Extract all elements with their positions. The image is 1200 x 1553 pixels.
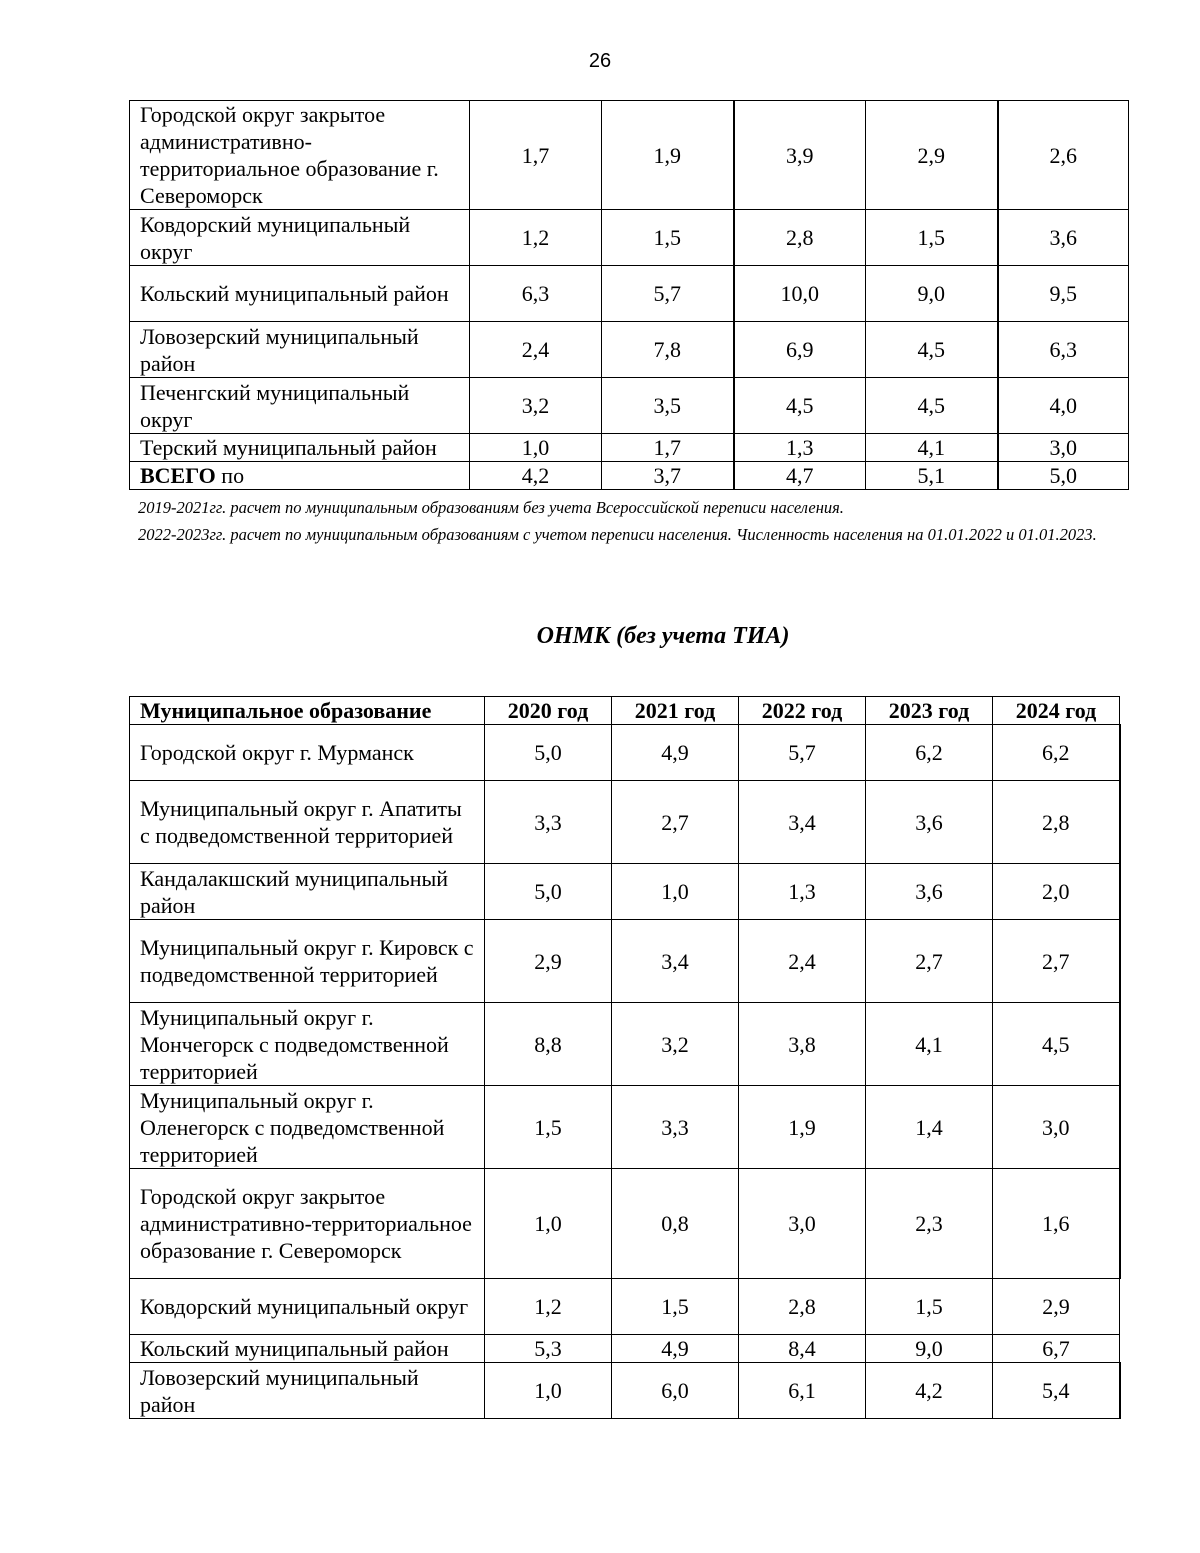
municipality-name: Муниципальный округ г. Мончегорск с подведомственной территорией bbox=[130, 1003, 485, 1086]
value-cell: 4,9 bbox=[612, 725, 739, 781]
section-title: ОНМК (без учета ТИА) bbox=[536, 623, 790, 649]
total-value-cell: 4,2 bbox=[470, 462, 602, 490]
value-cell: 1,3 bbox=[734, 434, 866, 462]
value-cell: 4,5 bbox=[866, 378, 998, 434]
table-row bbox=[130, 920, 1120, 1003]
value-cell: 9,0 bbox=[866, 266, 998, 322]
value-cell: 2,8 bbox=[734, 210, 866, 266]
table-row bbox=[130, 725, 1120, 781]
value-cell: 4,5 bbox=[993, 1003, 1120, 1086]
value-cell: 2,7 bbox=[866, 920, 993, 1003]
value-cell: 5,7 bbox=[602, 266, 734, 322]
value-cell: 2,7 bbox=[993, 920, 1120, 1003]
value-cell: 5,3 bbox=[485, 1335, 612, 1363]
value-cell: 5,0 bbox=[485, 725, 612, 781]
total-value-cell: 5,0 bbox=[998, 462, 1129, 490]
value-cell: 4,1 bbox=[866, 434, 998, 462]
table-row bbox=[130, 378, 1129, 434]
table-footnotes bbox=[138, 494, 1115, 548]
value-cell: 2,9 bbox=[866, 101, 998, 210]
value-cell: 4,5 bbox=[866, 322, 998, 378]
value-cell: 1,0 bbox=[612, 864, 739, 920]
total-row bbox=[130, 462, 1129, 490]
municipality-name: Муниципальный округ г. Апатиты с подведомственной территорией bbox=[130, 781, 485, 864]
table-row bbox=[130, 101, 1129, 210]
column-header-municipality: Муниципальное образование bbox=[130, 697, 485, 725]
value-cell: 1,2 bbox=[485, 1279, 612, 1335]
value-cell: 2,8 bbox=[739, 1279, 866, 1335]
value-cell: 5,4 bbox=[993, 1363, 1120, 1419]
value-cell: 1,4 bbox=[866, 1086, 993, 1169]
value-cell: 0,8 bbox=[612, 1169, 739, 1279]
value-cell: 1,7 bbox=[470, 101, 602, 210]
table-row bbox=[130, 434, 1129, 462]
value-cell: 1,3 bbox=[739, 864, 866, 920]
value-cell: 3,2 bbox=[470, 378, 602, 434]
value-cell: 4,5 bbox=[734, 378, 866, 434]
table-header-row bbox=[130, 697, 1120, 725]
table-row bbox=[130, 1003, 1120, 1086]
municipality-name: Ловозерский муниципальный район bbox=[130, 322, 470, 378]
total-label-bold: ВСЕГО bbox=[140, 463, 216, 488]
value-cell: 1,5 bbox=[866, 210, 998, 266]
value-cell: 1,9 bbox=[739, 1086, 866, 1169]
table-row bbox=[130, 1363, 1120, 1419]
municipality-name: Городской округ г. Мурманск bbox=[130, 725, 485, 781]
value-cell: 1,5 bbox=[866, 1279, 993, 1335]
total-value-cell: 5,1 bbox=[866, 462, 998, 490]
value-cell: 2,0 bbox=[993, 864, 1120, 920]
value-cell: 7,8 bbox=[602, 322, 734, 378]
table-row bbox=[130, 864, 1120, 920]
value-cell: 1,6 bbox=[993, 1169, 1120, 1279]
value-cell: 3,5 bbox=[602, 378, 734, 434]
value-cell: 6,0 bbox=[612, 1363, 739, 1419]
footnote-line: 2019-2021гг. расчет по муниципальным образованиям без учета Всероссийской переписи населения. bbox=[138, 498, 844, 517]
column-header-year: 2020 год bbox=[485, 697, 612, 725]
table-row bbox=[130, 322, 1129, 378]
table-continued bbox=[129, 100, 1129, 490]
value-cell: 1,2 bbox=[470, 210, 602, 266]
value-cell: 1,0 bbox=[485, 1169, 612, 1279]
value-cell: 6,9 bbox=[734, 322, 866, 378]
value-cell: 3,0 bbox=[739, 1169, 866, 1279]
value-cell: 3,6 bbox=[998, 210, 1129, 266]
municipality-name: Терский муниципальный район bbox=[130, 434, 470, 462]
value-cell: 6,1 bbox=[739, 1363, 866, 1419]
value-cell: 2,8 bbox=[993, 781, 1120, 864]
value-cell: 2,4 bbox=[470, 322, 602, 378]
total-label bbox=[130, 462, 470, 490]
value-cell: 2,4 bbox=[739, 920, 866, 1003]
column-header-year: 2022 год bbox=[739, 697, 866, 725]
table-row bbox=[130, 781, 1120, 864]
value-cell: 3,2 bbox=[612, 1003, 739, 1086]
value-cell: 2,3 bbox=[866, 1169, 993, 1279]
municipality-name: Кандалакшский муниципальный район bbox=[130, 864, 485, 920]
value-cell: 2,9 bbox=[993, 1279, 1120, 1335]
table-row bbox=[130, 1086, 1120, 1169]
value-cell: 1,5 bbox=[602, 210, 734, 266]
table-row bbox=[130, 1279, 1120, 1335]
total-value-cell: 4,7 bbox=[734, 462, 866, 490]
value-cell: 4,2 bbox=[866, 1363, 993, 1419]
value-cell: 4,9 bbox=[612, 1335, 739, 1363]
total-value-cell: 3,7 bbox=[602, 462, 734, 490]
value-cell: 5,7 bbox=[739, 725, 866, 781]
value-cell: 1,7 bbox=[602, 434, 734, 462]
value-cell: 6,7 bbox=[993, 1335, 1120, 1363]
value-cell: 2,6 bbox=[998, 101, 1129, 210]
value-cell: 6,2 bbox=[866, 725, 993, 781]
municipality-name: Муниципальный округ г. Кировск с подведомственной территорией bbox=[130, 920, 485, 1003]
value-cell: 4,1 bbox=[866, 1003, 993, 1086]
onmk-table bbox=[129, 696, 1121, 1419]
table-row bbox=[130, 210, 1129, 266]
value-cell: 6,3 bbox=[998, 322, 1129, 378]
value-cell: 1,0 bbox=[470, 434, 602, 462]
value-cell: 3,3 bbox=[612, 1086, 739, 1169]
municipality-name: Ловозерский муниципальный район bbox=[130, 1363, 485, 1419]
value-cell: 8,4 bbox=[739, 1335, 866, 1363]
value-cell: 3,0 bbox=[993, 1086, 1120, 1169]
municipality-name: Печенгский муниципальный округ bbox=[130, 378, 470, 434]
table-row bbox=[130, 266, 1129, 322]
value-cell: 3,0 bbox=[998, 434, 1129, 462]
municipality-name: Ковдорский муниципальный округ bbox=[130, 1279, 485, 1335]
value-cell: 3,8 bbox=[739, 1003, 866, 1086]
municipality-name: Городской округ закрытое административно-территориальное образование г. Североморск bbox=[130, 1169, 485, 1279]
value-cell: 3,4 bbox=[612, 920, 739, 1003]
total-label-rest: по bbox=[215, 463, 245, 488]
value-cell: 9,5 bbox=[998, 266, 1129, 322]
value-cell: 5,0 bbox=[485, 864, 612, 920]
footnote-line: 2022-2023гг. расчет по муниципальным образованиям с учетом переписи населения. Численность населения на 01.01.2022 и 01.01.2023. bbox=[138, 525, 1097, 544]
column-header-year: 2024 год bbox=[993, 697, 1120, 725]
value-cell: 9,0 bbox=[866, 1335, 993, 1363]
value-cell: 4,0 bbox=[998, 378, 1129, 434]
column-header-year: 2023 год bbox=[866, 697, 993, 725]
value-cell: 3,6 bbox=[866, 864, 993, 920]
value-cell: 1,9 bbox=[602, 101, 734, 210]
page-number: 26 bbox=[588, 50, 612, 72]
value-cell: 2,7 bbox=[612, 781, 739, 864]
value-cell: 1,0 bbox=[485, 1363, 612, 1419]
value-cell: 3,9 bbox=[734, 101, 866, 210]
column-header-year: 2021 год bbox=[612, 697, 739, 725]
value-cell: 3,3 bbox=[485, 781, 612, 864]
municipality-name: Кольский муниципальный район bbox=[130, 266, 470, 322]
value-cell: 10,0 bbox=[734, 266, 866, 322]
value-cell: 8,8 bbox=[485, 1003, 612, 1086]
value-cell: 1,5 bbox=[485, 1086, 612, 1169]
municipality-name: Ковдорский муниципальный округ bbox=[130, 210, 470, 266]
value-cell: 1,5 bbox=[612, 1279, 739, 1335]
value-cell: 2,9 bbox=[485, 920, 612, 1003]
municipality-name: Городской округ закрытое административно-территориальное образование г. Североморск bbox=[130, 101, 470, 210]
value-cell: 3,6 bbox=[866, 781, 993, 864]
municipality-name: Муниципальный округ г. Оленегорск с подведомственной территорией bbox=[130, 1086, 485, 1169]
value-cell: 3,4 bbox=[739, 781, 866, 864]
value-cell: 6,3 bbox=[470, 266, 602, 322]
table-row bbox=[130, 1169, 1120, 1279]
value-cell: 6,2 bbox=[993, 725, 1120, 781]
municipality-name: Кольский муниципальный район bbox=[130, 1335, 485, 1363]
table-row bbox=[130, 1335, 1120, 1363]
